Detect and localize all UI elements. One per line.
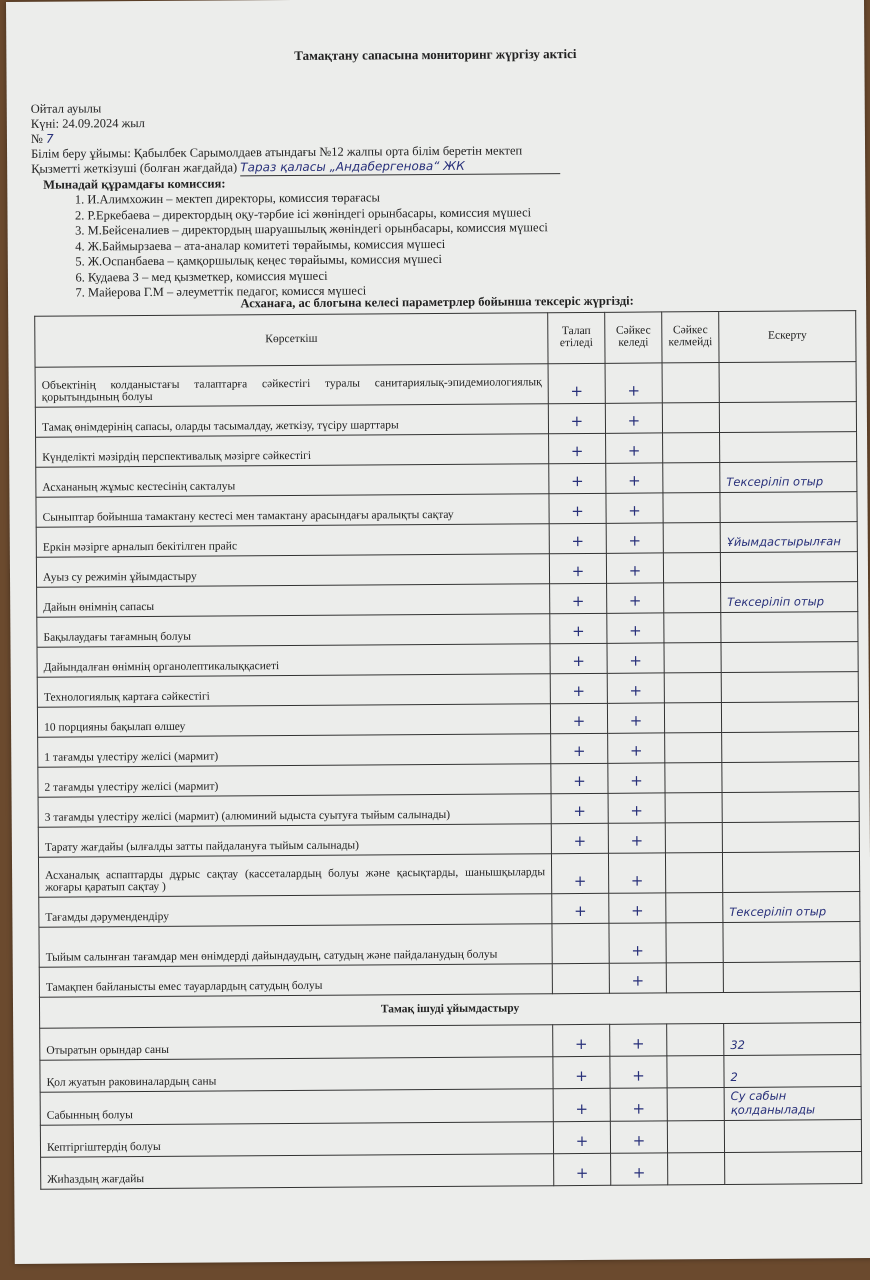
indicator-cell: 10 порцияны бақылап өлшеу (37, 704, 550, 738)
commission-intro: Мынадай құрамдағы комиссия: (43, 176, 226, 192)
note-cell (721, 672, 858, 703)
not-matches-cell (665, 823, 722, 853)
matches-cell: + (606, 463, 663, 493)
indicator-cell: Жиһаздың жағдайы (41, 1154, 554, 1190)
supplier-label: Қызметті жеткізуші (болған жағдайда) (31, 160, 238, 176)
not-matches-cell (667, 1056, 724, 1088)
member-item: 6. Кудаева З – мед қызметкер, комиссия мүшесі (88, 267, 561, 286)
matches-cell: + (606, 523, 663, 553)
member-item: 5. Ж.Оспанбаева – қамқоршылық кеңес төрайымы, комиссия мүшесі (88, 251, 561, 270)
not-matches-cell (667, 1088, 724, 1121)
required-cell: + (553, 1056, 610, 1088)
note-cell: Тексеріліп отыр (721, 582, 858, 613)
document-header (31, 98, 561, 301)
not-matches-cell (667, 1121, 724, 1153)
note-cell (720, 492, 857, 523)
organization: Білім беру ұйымы: Қабылбек Сарымолдаев атындағы №12 жалпы орта білім беретін мектеп (31, 143, 523, 161)
required-cell: + (551, 763, 608, 793)
indicator-cell: Сыныптар бойынша тамактану кестесі мен тамактану арасындағы аралықты сақтау (36, 494, 549, 528)
col-matches: Сәйкес келеді (605, 312, 662, 363)
required-cell: + (553, 1088, 610, 1121)
required-cell: + (551, 793, 608, 823)
required-cell: + (550, 673, 607, 703)
not-matches-cell (662, 363, 719, 403)
indicator-cell: Тамақпен байланысты емес тауарлардың сатудың болуы (39, 964, 552, 998)
required-cell: + (548, 403, 605, 433)
not-matches-cell (667, 1024, 724, 1056)
note-cell (720, 432, 857, 463)
matches-cell: + (608, 763, 665, 793)
place: Ойтал ауылы (30, 101, 102, 116)
matches-cell: + (609, 893, 666, 923)
indicator-cell: Тамақ өнімдерінің сапасы, оларды тасымалдау, жеткізу, түсіру шарттары (35, 404, 548, 438)
note-cell (722, 852, 859, 893)
table-body (35, 362, 860, 998)
inspection-table (34, 310, 862, 1190)
required-cell: + (550, 643, 607, 673)
table-row (39, 922, 860, 968)
not-matches-cell (668, 1153, 725, 1185)
matches-cell: + (610, 1088, 667, 1121)
note-cell (722, 792, 859, 823)
note-cell (723, 922, 860, 963)
table-header-row (35, 311, 856, 368)
matches-cell: + (608, 733, 665, 763)
matches-cell: + (606, 493, 663, 523)
required-cell: + (552, 893, 609, 923)
not-matches-cell (664, 673, 721, 703)
indicator-cell: Технологиялық картаға сәйкестігі (37, 674, 550, 708)
required-cell: + (549, 493, 606, 523)
required-cell: + (551, 733, 608, 763)
matches-cell: + (611, 1153, 668, 1185)
matches-cell: + (605, 403, 662, 433)
note-cell (723, 962, 860, 993)
note-cell: Тексеріліп отыр (723, 892, 860, 923)
not-matches-cell (663, 433, 720, 463)
required-cell: + (553, 1121, 610, 1153)
matches-cell: + (610, 1024, 667, 1056)
matches-cell: + (606, 433, 663, 463)
note-cell: Ұйымдастырылған (720, 522, 857, 553)
matches-cell: + (607, 583, 664, 613)
table-row (35, 362, 856, 408)
not-matches-cell (665, 733, 722, 763)
note-cell: 32 (724, 1023, 861, 1056)
not-matches-cell (666, 963, 723, 993)
note-cell (721, 612, 858, 643)
matches-cell: + (607, 703, 664, 733)
col-required: Талап етіледі (548, 312, 605, 363)
not-matches-cell (664, 703, 721, 733)
note-cell: Тексеріліп отыр (720, 462, 857, 493)
required-cell: + (549, 523, 606, 553)
note-cell (724, 1120, 861, 1153)
indicator-cell: Дайындалған өнімнің органолептикалыққасиеті (37, 644, 550, 678)
member-item: 4. Ж.Баймырзаева – ата-аналар комитеті төрайымы, комиссия мүшесі (88, 236, 561, 255)
matches-cell: + (607, 613, 664, 643)
matches-cell: + (610, 1121, 667, 1153)
table-row (38, 852, 859, 898)
not-matches-cell (663, 553, 720, 583)
required-cell: + (549, 433, 606, 463)
note-cell (725, 1152, 862, 1185)
matches-cell: + (605, 363, 662, 403)
date: Күні: 24.09.2024 жыл (30, 116, 145, 131)
indicator-cell: Асханалық аспаптарды дұрыс сақтау (кассеталардың болуы және қасықтарды, шанышқыларды жоғары қаратып сақтау ) (38, 854, 551, 898)
note-cell (722, 822, 859, 853)
not-matches-cell (664, 643, 721, 673)
required-cell: + (551, 823, 608, 853)
indicator-cell: Тарату жағдайы (ылғалды затты пайдалануға тыйым салынады) (38, 824, 551, 858)
col-not-matches: Сәйкес келмейді (662, 312, 719, 363)
indicator-cell: Еркін мәзірге арналып бекітілген прайс (36, 524, 549, 558)
indicator-cell: Асхананың жұмыс кестесінің сакталуы (36, 464, 549, 498)
indicator-cell: Ауыз су режимін ұйымдастыру (36, 554, 549, 588)
col-indicator: Көрсеткіш (35, 313, 548, 368)
required-cell: + (549, 553, 606, 583)
indicator-cell: Сабынның болуы (40, 1089, 553, 1126)
matches-cell: + (607, 673, 664, 703)
note-cell (719, 402, 856, 433)
note-cell: Су сабын қолданылады (724, 1087, 861, 1121)
not-matches-cell (665, 793, 722, 823)
matches-cell: + (608, 853, 665, 893)
required-cell: + (551, 853, 608, 893)
required-cell: + (554, 1153, 611, 1185)
not-matches-cell (664, 613, 721, 643)
matches-cell: + (609, 923, 666, 963)
number-label: № (30, 131, 43, 146)
required-cell: + (548, 363, 605, 403)
supplier-value: Тараз қаласы „Андабергенова“ ЖК (240, 158, 560, 176)
member-item: 2. Р.Еркебаева – директордың оқу-тәрбие ісі жөніндегі орынбасары, комиссия мүшесі (87, 205, 560, 224)
not-matches-cell (666, 923, 723, 963)
subsection-title: Тамақ ішуді ұйымдастыру (39, 992, 860, 1029)
not-matches-cell (666, 893, 723, 923)
table-body-2 (40, 1023, 862, 1190)
note-cell: 2 (724, 1055, 861, 1088)
not-matches-cell (663, 523, 720, 553)
indicator-cell: Кептіргіштердің болуы (40, 1122, 553, 1158)
matches-cell: + (609, 963, 666, 993)
matches-cell: + (606, 553, 663, 583)
note-cell (720, 552, 857, 583)
required-cell: + (550, 613, 607, 643)
indicator-cell: Қол жуатын раковиналардың саны (40, 1057, 553, 1093)
required-cell: + (553, 1024, 610, 1056)
note-cell (719, 362, 856, 403)
not-matches-cell (664, 583, 721, 613)
section-title: Асханаға, ас блогына келесі параметрлер бойынша тексеріс жүргізді: (240, 293, 634, 311)
not-matches-cell (662, 403, 719, 433)
note-cell (722, 762, 859, 793)
not-matches-cell (665, 763, 722, 793)
note-cell (721, 642, 858, 673)
matches-cell: + (608, 793, 665, 823)
indicator-cell: Күнделікті мәзірдің перспективалық мәзірге сәйкестігі (36, 434, 549, 468)
note-cell (721, 702, 858, 733)
indicator-cell: Бақылаудағы тағамның болуы (37, 614, 550, 648)
indicator-cell: 3 тағамды үлестіру желісі (мармит) (алюминий ыдыста суытуға тыйым салынады) (38, 794, 551, 828)
number-value: 7 (45, 131, 54, 146)
indicator-cell: 2 тағамды үлестіру желісі (мармит) (38, 764, 551, 798)
not-matches-cell (665, 853, 722, 893)
members-list (31, 189, 561, 301)
indicator-cell: Объектінің колданыстағы талаптарға сәйкестігі туралы санитариялық-эпидемиологиялық қорытындының болуы (35, 364, 548, 408)
col-note: Ескерту (719, 311, 856, 363)
member-item: 3. М.Бейсеналиев – директордың шаруашылық жөніндегі орынбасары, комиссия мүшесі (88, 220, 561, 239)
document-page (6, 0, 870, 1264)
indicator-cell: Тағамды дәрумендендіру (39, 894, 552, 928)
indicator-cell: Тыйым салынған тағамдар мен өнімдерді дайындаудың, сатудың және пайдаланудың болуы (39, 924, 552, 968)
member-item: 7. Майерова Г.М – әлеуметтік педагог, комисся мүшесі (88, 282, 561, 301)
required-cell: + (550, 583, 607, 613)
table-row (41, 1152, 862, 1190)
member-item: 1. И.Алимхожин – мектеп директоры, комиссия төрағасы (87, 189, 560, 208)
matches-cell: + (610, 1056, 667, 1088)
required-cell (552, 963, 609, 993)
matches-cell: + (607, 643, 664, 673)
not-matches-cell (663, 493, 720, 523)
note-cell (722, 732, 859, 763)
document-title: Тамақтану сапасына мониторинг жүргізу актісі (294, 46, 577, 63)
required-cell: + (550, 703, 607, 733)
not-matches-cell (663, 463, 720, 493)
indicator-cell: Дайын өнімнің сапасы (37, 584, 550, 618)
indicator-cell: Отыратын орындар саны (40, 1025, 553, 1061)
required-cell (552, 923, 609, 963)
matches-cell: + (608, 823, 665, 853)
required-cell: + (549, 463, 606, 493)
indicator-cell: 1 тағамды үлестіру желісі (мармит) (38, 734, 551, 768)
